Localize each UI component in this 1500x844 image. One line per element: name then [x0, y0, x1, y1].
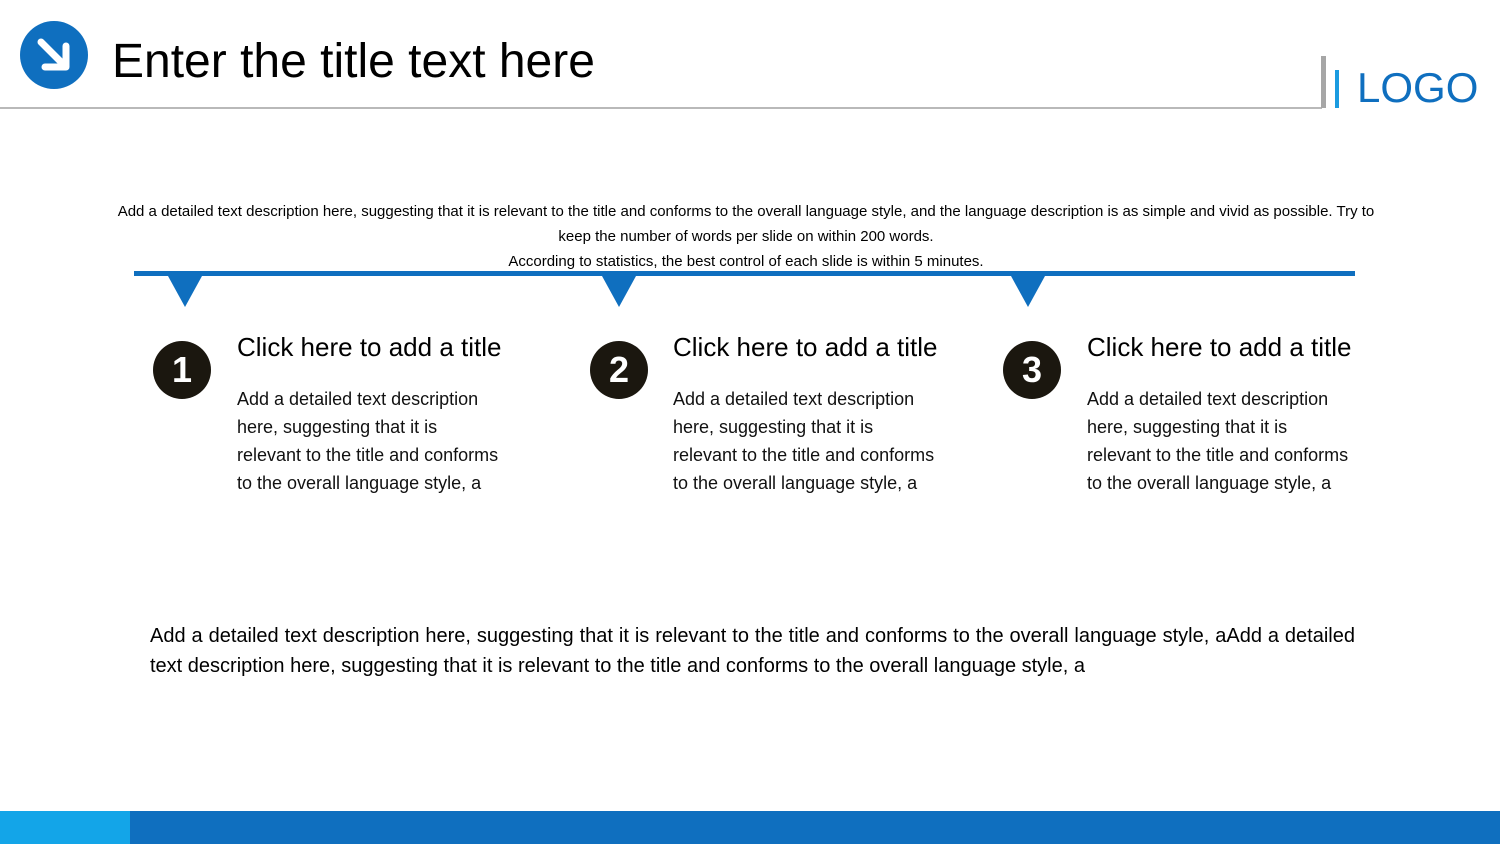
timeline-line — [134, 271, 1355, 276]
intro-text — [110, 199, 1382, 274]
arrow-down-right-icon — [20, 21, 88, 89]
footer-bar — [130, 811, 1500, 844]
timeline-pointer-1 — [168, 276, 202, 307]
step-description: Add a detailed text description here, suggesting that it is relevant to the title and conforms to the overall language style, a — [673, 389, 935, 493]
page-title: Enter the title text here — [112, 35, 595, 88]
timeline-pointer-2 — [602, 276, 636, 307]
step-description: Add a detailed text description here, suggesting that it is relevant to the title and conforms to the overall language style, a — [1087, 389, 1349, 493]
bottom-description: Add a detailed text description here, suggesting that it is relevant to the title and conforms to the overall language style, aAdd a detailed text description here, suggesting that it is relevant to the title and conforms to the overall language style, a — [150, 625, 1355, 677]
step-title[interactable]: Click here to add a title — [237, 332, 502, 362]
header-divider — [0, 107, 1322, 109]
logo-accent-bar-gray — [1321, 56, 1326, 108]
logo-accent-bar-blue — [1335, 70, 1339, 108]
step-title[interactable]: Click here to add a title — [1087, 332, 1352, 362]
step-number-badge: 2 — [590, 341, 648, 399]
footer-bar-accent — [0, 811, 130, 844]
step-number-badge: 3 — [1003, 341, 1061, 399]
step-title[interactable]: Click here to add a title — [673, 332, 938, 362]
intro-paragraph-1: Add a detailed text description here, suggesting that it is relevant to the title and conforms to the overall language style, and the language description is as simple and vivid as possible. Try to keep the number of words per slide on within 200 words. — [117, 203, 1375, 245]
step-description: Add a detailed text description here, suggesting that it is relevant to the title and conforms to the overall language style, a — [237, 389, 499, 493]
timeline-pointer-3 — [1011, 276, 1045, 307]
intro-paragraph-2: According to statistics, the best control of each slide is within 5 minutes. — [508, 253, 984, 270]
step-number-badge: 1 — [153, 341, 211, 399]
logo: LOGO — [1357, 64, 1479, 111]
